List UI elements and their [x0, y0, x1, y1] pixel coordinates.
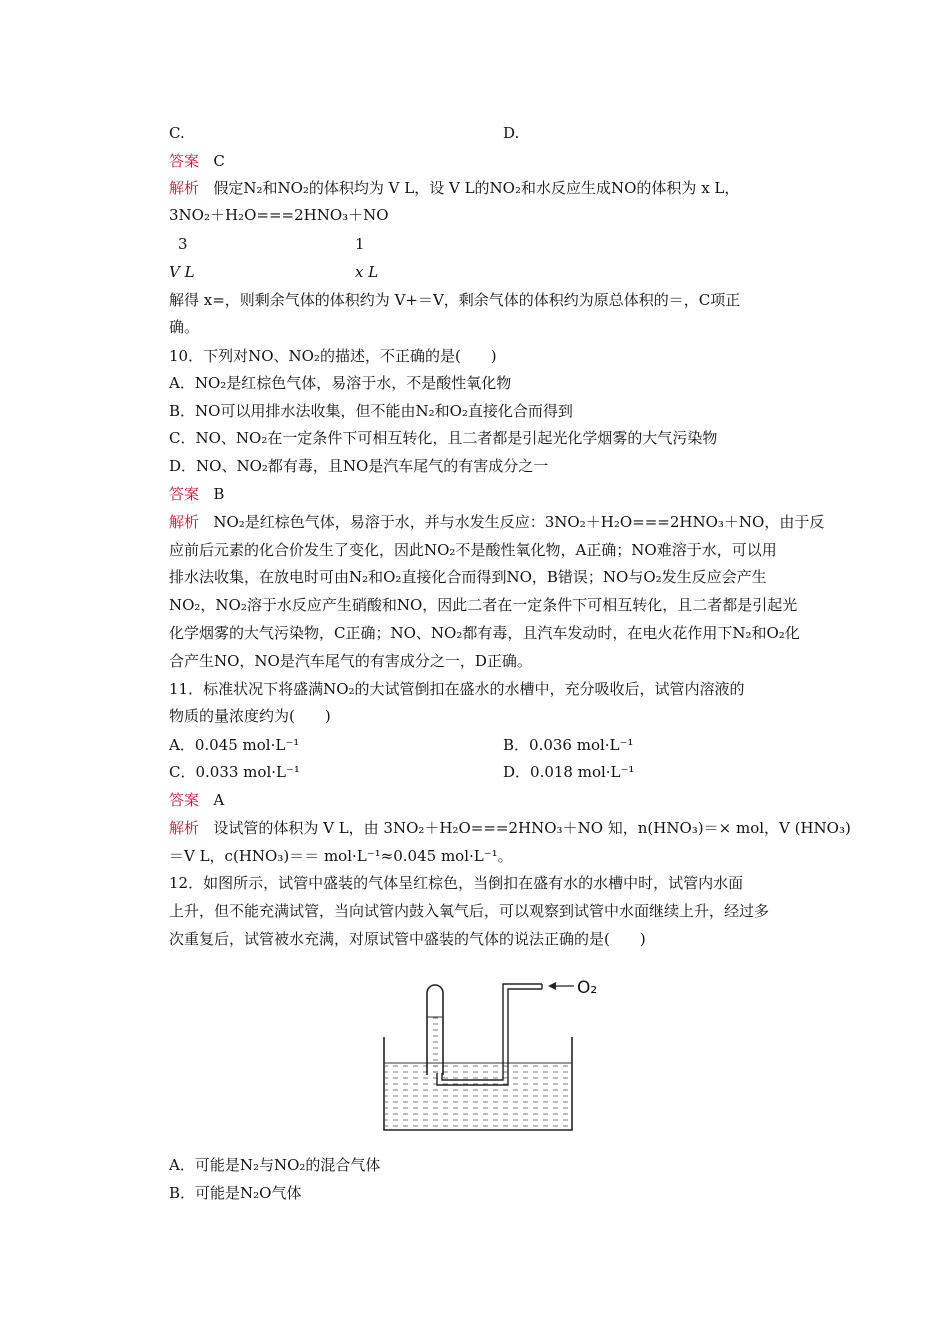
analysis-label: 解析 [169, 819, 200, 837]
q9-coef-left: 3 [178, 235, 188, 253]
q10-option-c: C．NO、NO₂在一定条件下可相互转化，且二者都是引起光化学烟雾的大气污染物 [169, 429, 718, 447]
q11-stem-line2: 物质的量浓度约为( ) [169, 707, 331, 725]
answer-value: B [213, 485, 225, 503]
q9-equation: 3NO₂＋H₂O===2HNO₃＋NO [169, 206, 389, 224]
q10-analysis-line4: NO₂，NO₂溶于水反应产生硝酸和NO，因此二者在一定条件下可相互转化，且二者都是引起光 [169, 596, 798, 614]
q11-stem-line1: 11．标准状况下将盛满NO₂的大试管倒扣在盛水的水槽中，充分吸收后，试管内溶液的 [169, 680, 745, 698]
q9-vol-right: x L [355, 263, 379, 281]
q10-analysis-line3: 排水法收集，在放电时可由N₂和O₂直接化合而得到NO，B错误；NO与O₂发生反应会产生 [169, 568, 767, 586]
q10-stem: 10．下列对NO、NO₂的描述，不正确的是( ) [169, 347, 497, 365]
q11-option-c: C．0.033 mol·L⁻¹ [169, 763, 300, 781]
q10-analysis-line1 [169, 512, 824, 532]
q9-option-d: D. [503, 124, 520, 142]
q9-analysis-line2: 解得 x=，则剩余气体的体积约为 V+＝V，剩余气体的体积约为原总体积的＝，C项正 [169, 291, 741, 309]
q10-answer [169, 484, 224, 504]
q11-answer [169, 790, 224, 810]
trough-water [385, 1063, 571, 1129]
analysis-label: 解析 [169, 513, 200, 531]
q11-analysis-line1 [169, 818, 851, 838]
q12-stem-line2: 上升，但不能充满试管，当向试管内鼓入氧气后，可以观察到试管中水面继续上升，经过多 [169, 902, 770, 920]
answer-label: 答案 [169, 791, 200, 809]
o2-label: O₂ [577, 978, 598, 998]
q12-stem-line1: 12．如图所示，试管中盛装的气体呈红棕色，当倒扣在盛有水的水槽中时，试管内水面 [169, 874, 744, 892]
apparatus-figure [372, 955, 598, 1150]
q9-analysis-line1 [169, 178, 739, 198]
q12-option-a: A．可能是N₂与NO₂的混合气体 [169, 1156, 381, 1174]
analysis-text: NO₂是红棕色气体，易溶于水，并与水发生反应：3NO₂＋H₂O===2HNO₃＋NO，由于反 [213, 513, 825, 531]
q9-vol-left: V L [169, 263, 195, 281]
answer-label: 答案 [169, 152, 200, 170]
q10-option-d: D．NO、NO₂都有毒，且NO是汽车尾气的有害成分之一 [169, 457, 549, 475]
answer-value: C [213, 152, 225, 170]
answer-value: A [213, 791, 225, 809]
answer-label: 答案 [169, 485, 200, 503]
q10-analysis-line6: 合产生NO，NO是汽车尾气的有害成分之一，D正确。 [169, 652, 532, 670]
arrow-head-icon [548, 982, 556, 990]
q10-analysis-line2: 应前后元素的化合价发生了变化，因此NO₂不是酸性氧化物，A正确；NO难溶于水，可以用 [169, 541, 777, 559]
q11-option-d: D．0.018 mol·L⁻¹ [503, 763, 635, 781]
q12-option-b: B．可能是N₂O气体 [169, 1184, 302, 1202]
q11-option-b: B．0.036 mol·L⁻¹ [503, 736, 634, 754]
q10-option-a: A．NO₂是红棕色气体，易溶于水，不是酸性氧化物 [169, 374, 512, 392]
q10-option-b: B．NO可以用排水法收集，但不能由N₂和O₂直接化合而得到 [169, 402, 573, 420]
analysis-text: 设试管的体积为 V L，由 3NO₂＋H₂O===2HNO₃＋NO 知，n(HNO₃)＝× mol，V (HNO₃) [213, 819, 851, 837]
test-tube-water [428, 1017, 442, 1075]
q12-stem-line3: 次重复后，试管被水充满，对原试管中盛装的气体的说法正确的是( ) [169, 930, 646, 948]
q9-option-c: C. [169, 124, 185, 142]
analysis-text: 假定N₂和NO₂的体积均为 V L，设 V L的NO₂和水反应生成NO的体积为 x L， [213, 179, 740, 197]
q11-analysis-line2: ＝V L，c(HNO₃)＝＝ mol·L⁻¹≈0.045 mol·L⁻¹。 [169, 847, 513, 865]
q9-coef-right: 1 [355, 235, 365, 253]
q11-option-a: A．0.045 mol·L⁻¹ [169, 736, 300, 754]
q9-answer [169, 151, 225, 171]
analysis-label: 解析 [169, 179, 200, 197]
q10-analysis-line5: 化学烟雾的大气污染物，C正确；NO、NO₂都有毒，且汽车发动时，在电火花作用下N₂和O₂化 [169, 624, 800, 642]
q9-analysis-line3: 确。 [169, 318, 200, 336]
